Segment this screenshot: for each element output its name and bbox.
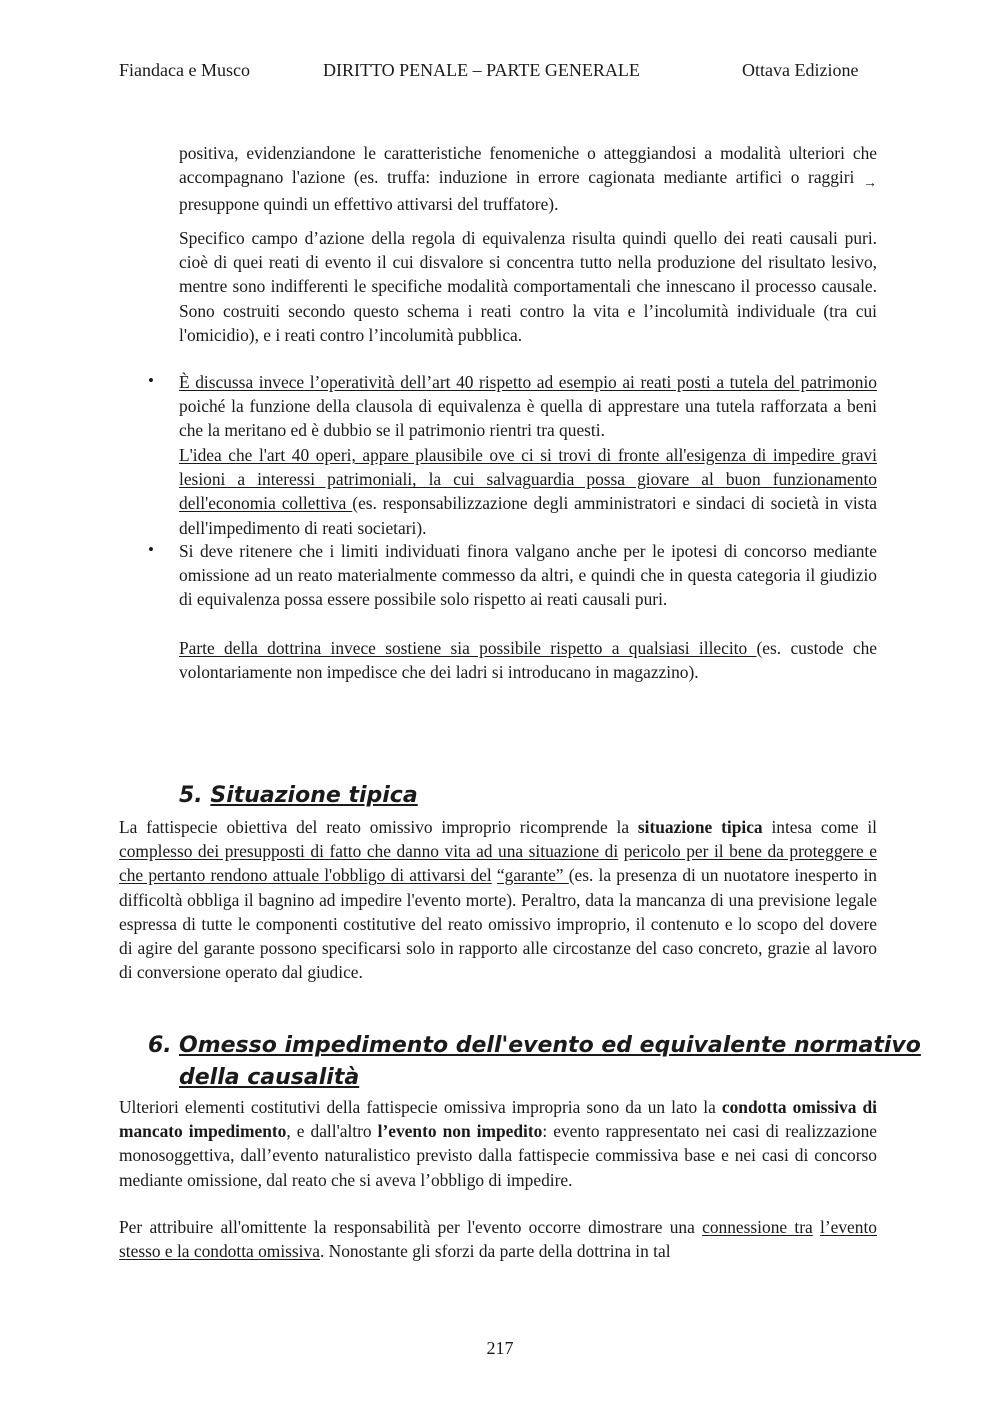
paragraph-text: Specifico campo d’azione della regola di equivalenza risulta quindi quello dei reati causali puri. cioè di quei reati di evento il cui disvalore si concentra tutto nella produzione del risultato lesivo, mentre sono indifferenti le specifiche modalità comportamentali che innescano il processo causale. Sono costruiti secondo questo schema i reati contro la vita e l’incolumità individuale (tra cui l'omicidio), e i reati contro l’incolumità pubblica.: [179, 228, 877, 345]
paragraph-text: [813, 1217, 820, 1237]
paragraph-text: poiché la funzione della clausola di equivalenza è quella di apprestare una tutela rafforzata a beni che la meritano ed è dubbio se il patrimonio rientri tra questi.: [179, 396, 877, 441]
paragraph-text: positiva, evidenziandone le caratteristiche fenomeniche o atteggiandosi a modalità ulteriori che accompagnano l'azione (es. truffa: induzione in errore cagionata mediante artifici o raggiri: [179, 143, 877, 188]
underlined-text: È discussa invece l’operatività dell’art 40 rispetto ad esempio ai reati posti a tutela del patrimonio: [179, 372, 877, 392]
underlined-text: l’evento stesso e la condotta omissiva: [119, 1217, 877, 1262]
underlined-text: “garante”: [496, 865, 569, 886]
bold-term: l’evento non impedito: [377, 1121, 543, 1142]
section-5-heading: [179, 780, 418, 812]
paragraph-text: (es. responsabilizzazione degli amministratori e sindaci di società in vista dell'impedimento di reati societari).: [179, 493, 877, 538]
underlined-text: pericolo per il bene da proteggere e che pertanto rendono attuale l'obbligo di attivarsi del: [119, 841, 877, 886]
section-title: Omesso impedimento dell'evento ed equivalente normativo: [179, 1033, 921, 1058]
underlined-text: connessione tra: [702, 1217, 813, 1237]
paragraph-text: : evento rappresentato nei casi di realizzazione monosoggettiva, dall’evento naturalistico previsto dalla fattispecie commissiva base e nei casi di concorso mediante omissione, dal reato che si aveva l’obbligo di impedire.: [119, 1121, 877, 1190]
bold-term: situazione tipica: [637, 817, 763, 837]
section-5-body: [119, 815, 877, 984]
underlined-text: Parte della dottrina invece sostiene sia possibile rispetto a qualsiasi illecito: [179, 638, 757, 658]
section-title: Situazione tipica: [210, 783, 418, 808]
header-author: Fiandaca e Musco: [119, 60, 250, 80]
paragraph-text: Ulteriori elementi costitutivi della fattispecie omissiva impropria sono da un lato la: [119, 1097, 722, 1117]
section-6-body: [119, 1095, 877, 1192]
paragraph-text: Si deve ritenere che i limiti individuati finora valgano anche per le ipotesi di concorso mediante omissione ad un reato materialmente commesso da altri, e quindi che in questa categoria il giudizio di equivalenza possa essere possibile solo rispetto ai reati causali puri.: [179, 541, 877, 610]
header-title: DIRITTO PENALE – PARTE GENERALE: [323, 60, 640, 80]
section-number: 5.: [179, 783, 203, 808]
section-number: 6.: [148, 1033, 172, 1058]
bullet-icon: •: [148, 371, 154, 390]
section-title-cont: della causalità: [179, 1065, 360, 1090]
bullet-item-patrimonio-cont: [179, 443, 877, 540]
paragraph-text: . Nonostante gli sforzi da parte della dottrina in tal: [319, 1241, 671, 1262]
bullet-item-concorso: [179, 539, 877, 612]
section-6-heading: [148, 1030, 938, 1094]
bullet-icon: •: [148, 540, 154, 559]
bold-term: condotta omissiva di mancato impedimento: [119, 1097, 877, 1142]
paragraph-text: La fattispecie obiettiva del reato omissivo improprio ricomprende la: [119, 817, 638, 837]
underlined-text: complesso dei presupposti di fatto che danno vita ad una situazione di: [119, 841, 619, 862]
paragraph-text: , e dall'altro: [286, 1121, 378, 1142]
bullet-item-concorso-cont: [179, 636, 877, 684]
equivalence-paragraph: [179, 226, 877, 347]
page-number: 217: [486, 1338, 514, 1358]
section-6-body-cont: [119, 1215, 877, 1263]
paragraph-text: (es. la presenza di un nuotatore inesperto in difficoltà obbliga il bagnino ad impedire l'evento morte). Peraltro, data la mancanza di una previsione legale espressa di tutte le componenti costitutive del reato omissivo improprio, il contenuto e lo scopo del dovere di agire del garante possono specificarsi solo in rapporto alle circostanze del caso concreto, grazie al lavoro di conversione operato dal giudice.: [119, 865, 877, 983]
paragraph-text: (es. custode che volontariamente non impedisce che dei ladri si introducano in magazzino).: [179, 638, 877, 683]
header-edition: Ottava Edizione: [742, 60, 859, 80]
continuation-paragraph: [179, 141, 877, 217]
paragraph-text: presuppone quindi un effettivo attivarsi del truffatore).: [179, 194, 559, 215]
paragraph-text: intesa come il: [762, 817, 877, 837]
arrow-icon: →: [863, 176, 877, 192]
bullet-item-patrimonio: [179, 370, 877, 443]
underlined-text: L'idea che l'art 40 operi, appare plausibile ove ci si trovi di fronte all'esigenza di impedire gravi lesioni a interessi patrimoniali, la cui salvaguardia possa giovare al buon funzionamento dell'economia collettiva: [179, 445, 877, 514]
paragraph-text: Per attribuire all'omittente la responsabilità per l'evento occorre dimostrare una: [119, 1217, 703, 1237]
